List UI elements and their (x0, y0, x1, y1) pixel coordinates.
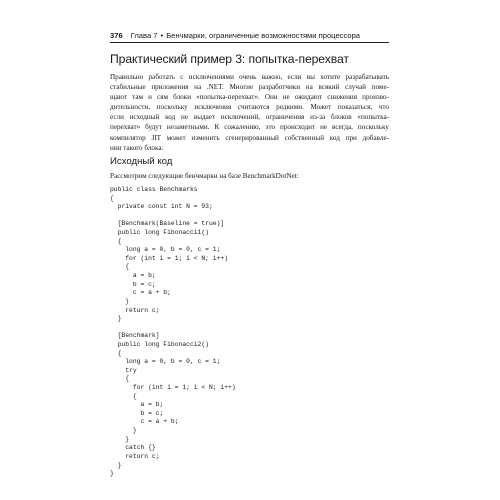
code-line: { (110, 375, 130, 383)
code-line: c = a + b; (110, 418, 179, 426)
code-line: } (110, 470, 114, 478)
chapter-label: Глава 7 (130, 31, 158, 40)
code-line: { (110, 194, 114, 202)
code-line: } (110, 435, 130, 443)
subsection-title: Исходный код (110, 156, 173, 167)
code-line: public long Fibonacci2() (110, 340, 209, 348)
body-paragraph (110, 72, 389, 153)
paragraph-line: если исходный код не выдает исключений, ограничения из-за блоков «попытка- (110, 113, 389, 122)
code-line: { (110, 392, 137, 400)
code-line: b = c; (110, 409, 164, 417)
code-line: for (int i = 1; i < N; i++) (110, 254, 229, 262)
code-line (110, 212, 390, 221)
code-line: { (110, 263, 130, 271)
code-line: long a = 0, b = 0, c = 1; (110, 246, 221, 254)
code-line: [Benchmark(Baseline = true)] (110, 220, 225, 228)
code-line: private const int N = 93; (110, 203, 213, 211)
code-line: a = b; (110, 272, 156, 280)
code-line (110, 324, 390, 333)
code-line: public class Benchmarks (110, 186, 198, 193)
paragraph-line: нии такого блока. (110, 143, 164, 152)
code-line: } (110, 315, 122, 323)
subsection-intro: Рассмотрим следующие бенчмарки на базе BenchmarkDotNet: (110, 172, 299, 180)
chapter-title: Бенчмарки, ограниченные возможностями процессора (166, 31, 361, 40)
paragraph-line: щают там и сям блоки «попытка-перехват». Они не ожидают снижения произво- (110, 93, 389, 102)
paragraph-line: стабильные приложения на .NET. Многие разработчики на всякий случай поме- (110, 83, 389, 92)
paragraph-line: дительности, поскольку исключения считаются редкими. Может показаться, что (110, 103, 389, 112)
code-line: } (110, 297, 130, 305)
section-title: Практический пример 3: попытка-перехват (110, 52, 349, 66)
code-listing (110, 186, 390, 479)
page-number: 376 (110, 31, 123, 40)
code-line: { (110, 349, 122, 357)
code-line: return c; (110, 452, 160, 460)
code-line: long a = 0, b = 0, c = 1; (110, 358, 221, 366)
code-line: catch {} (110, 444, 156, 452)
header-separator: • (160, 31, 164, 40)
header-rule (110, 42, 389, 43)
code-line: b = c; (110, 280, 156, 288)
code-line: c = a + b; (110, 289, 171, 297)
code-line: try (110, 366, 137, 374)
code-line: public long Fibonacci1() (110, 229, 209, 237)
code-line: } (110, 427, 137, 435)
code-line: a = b; (110, 401, 164, 409)
code-line: [Benchmark] (110, 332, 160, 340)
paragraph-line: перехват» будут незаметными. К сожалению, это происходит не всегда, поскольку (110, 123, 389, 132)
paragraph-line: компилятор JIT может изменить сгенерированный собственный код при добавле- (110, 133, 389, 142)
paragraph-line: Правильно работать с исключениями очень важно, если вы хотите разрабатывать (110, 73, 389, 81)
code-line: { (110, 237, 122, 245)
code-line: } (110, 461, 122, 469)
running-header (110, 31, 390, 41)
code-line: return c; (110, 306, 160, 314)
code-line: for (int i = 1; i < N; i++) (110, 384, 236, 392)
